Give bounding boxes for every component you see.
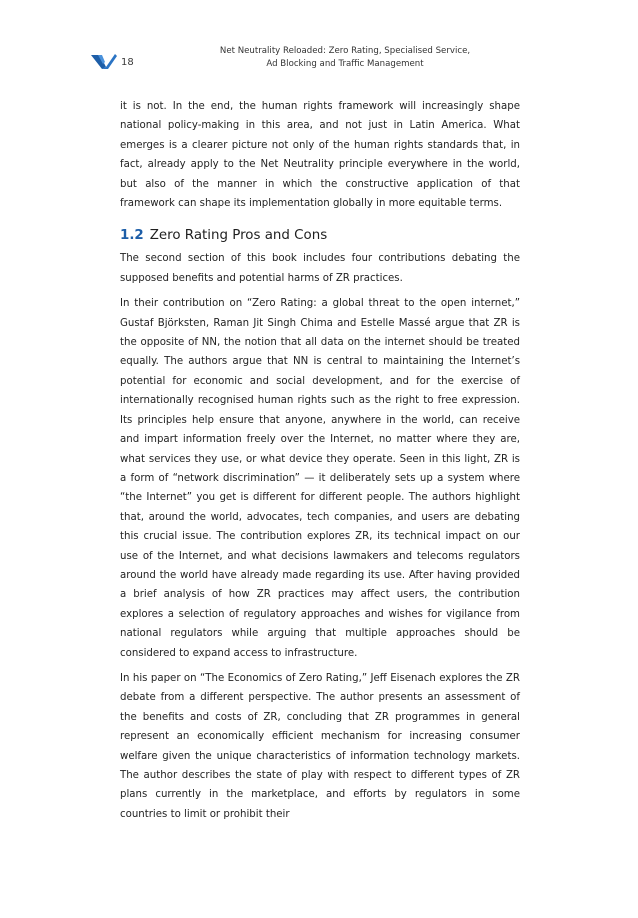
running-header-line-1: Net Neutrality Reloaded: Zero Rating, Specialised Service, bbox=[219, 46, 471, 56]
paragraph-1: it is not. In the end, the human rights framework will increasingly shape national policy-making in this area, and not just in Latin America. What emerges is a clearer picture not only of the human rights standards that, in fact, already apply to the Net Neutrality principle everywhere in the world, but also of the manner in which the constructive application of that framework can shape its implementation globally in more equitable terms. bbox=[120, 101, 520, 210]
publisher-logo-icon bbox=[91, 53, 117, 71]
paragraph-3: In their contribution on “Zero Rating: a global threat to the open internet,” Gustaf Björksten, Raman Jit Singh Chima and Estelle Massé argue that ZR is the opposite of NN, the notion that all data on the internet should be treated equally. The authors argue that NN is central to maintaining the Internet’s potential for economic and social development, and for the exercise of internationally recognised human rights such as the right to free expression. Its principles help ensure that anyone, anywhere in the world, can receive and impart information freely over the Internet, no matter where they are, what services they use, or what device they operate. Seen in this light, ZR is a form of “network discrimination” — it deliberately sets up a system where “the Internet” you get is different for different people. The authors highlight that, around the world, advocates, tech companies, and users are debating this crucial issue. The contribution explores ZR, its technical impact on our use of the Internet, and what decisions lawmakers and telecoms regulators around the world have already made regarding its use. After having provided a brief analysis of how ZR practices may affect users, the contribution explores a selection of regulatory approaches and wishes for vigilance from national regulators while arguing that multiple approaches should be considered to expand access to infrastructure. bbox=[120, 298, 520, 659]
paragraph-4: In his paper on “The Economics of Zero Rating,” Jeff Eisenach explores the ZR debate from a different perspective. The author presents an assessment of the benefits and costs of ZR, concluding that ZR programmes in general represent an economically efficient mechanism for increasing consumer welfare given the unique characteristics of information technology markets. The author describes the state of play with respect to different types of ZR plans currently in the marketplace, and efforts by regulators in some countries to limit or prohibit their bbox=[120, 672, 520, 820]
page-number: 18 bbox=[121, 57, 134, 68]
section-heading bbox=[120, 226, 520, 246]
paragraph-2: The second section of this book includes four contributions debating the supposed benefits and potential harms of ZR practices. bbox=[120, 253, 520, 284]
running-header-line-2: Ad Blocking and Traffic Management bbox=[266, 58, 424, 69]
running-header bbox=[180, 45, 510, 70]
section-title: Zero Rating Pros and Cons bbox=[149, 228, 328, 244]
section-number: 1.2 bbox=[120, 228, 144, 244]
body-text bbox=[120, 97, 520, 824]
